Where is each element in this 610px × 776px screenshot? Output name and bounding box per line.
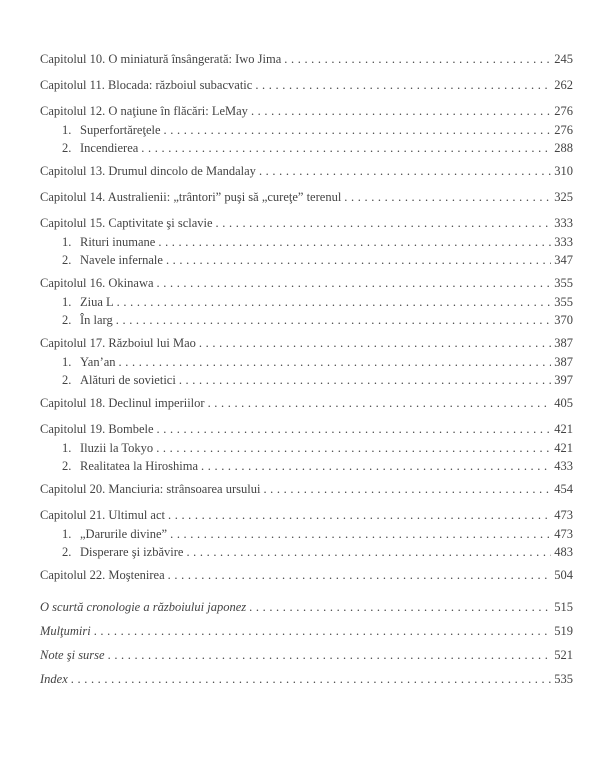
- toc-entry: [40, 354, 573, 370]
- toc-page-number: 535: [554, 672, 573, 686]
- toc-page-number: 245: [554, 52, 573, 66]
- toc-dot-leader: [119, 354, 551, 370]
- toc-dot-leader: [158, 234, 551, 250]
- toc-entry: [40, 163, 573, 179]
- toc-page-number: 347: [554, 253, 573, 267]
- toc-entry-label: În larg: [80, 313, 113, 327]
- toc-entry: [40, 481, 573, 497]
- toc-entry-label: Alături de sovietici: [80, 373, 176, 387]
- toc-entry-number: 2.: [62, 373, 72, 387]
- toc-entry-label: Disperare şi izbăvire: [80, 545, 184, 559]
- toc-dot-leader: [116, 312, 551, 328]
- toc-dot-leader: [284, 51, 551, 67]
- toc-entry: [40, 215, 573, 231]
- toc-page-number: 519: [554, 624, 573, 638]
- toc-entry-label: Capitolul 13. Drumul dincolo de Mandalay: [40, 164, 256, 178]
- toc-entry-number: 2.: [62, 459, 72, 473]
- toc-dot-leader: [255, 77, 551, 93]
- toc-entry-number: 1.: [62, 123, 72, 137]
- toc-page-number: 504: [554, 568, 573, 582]
- toc-entry-label: Index: [40, 672, 68, 686]
- toc-page-number: 433: [554, 459, 573, 473]
- toc-entry-number: 1.: [62, 355, 72, 369]
- toc-page-number: 276: [554, 104, 573, 118]
- toc-entry-label: O scurtă cronologie a războiului japonez: [40, 600, 247, 614]
- toc-page-number: 387: [554, 355, 573, 369]
- toc-page-number: 483: [554, 545, 573, 559]
- toc-page-number: 421: [554, 422, 573, 436]
- toc-dot-leader: [199, 335, 551, 351]
- toc-page-number: 355: [554, 276, 573, 290]
- toc-dot-leader: [141, 140, 551, 156]
- toc-entry-label: Navele infernale: [80, 253, 163, 267]
- toc-dot-leader: [251, 103, 551, 119]
- toc-entry-label: Capitolul 17. Războiul lui Mao: [40, 336, 196, 350]
- toc-entry: [40, 275, 573, 291]
- toc-page-number: 310: [554, 164, 573, 178]
- toc-entry-label: Capitolul 20. Manciuria: strânsoarea ursului: [40, 482, 261, 496]
- toc-dot-leader: [168, 507, 551, 523]
- toc-entry: [40, 252, 573, 268]
- toc-entry: [40, 440, 573, 456]
- toc-page-number: 262: [554, 78, 573, 92]
- toc-dot-leader: [259, 163, 551, 179]
- toc-entry-number: 1.: [62, 295, 72, 309]
- toc-dot-leader: [201, 458, 551, 474]
- toc-page-number: 370: [554, 313, 573, 327]
- toc-page-number: 515: [554, 600, 573, 614]
- toc-entry: [40, 312, 573, 328]
- toc-page-number: 387: [554, 336, 573, 350]
- toc-entry: [40, 507, 573, 523]
- toc-entry-label: Realitatea la Hiroshima: [80, 459, 199, 473]
- toc-entry-number: 1.: [62, 235, 72, 249]
- toc-entry: [40, 421, 573, 437]
- toc-entry: [40, 671, 573, 687]
- toc-entry-label: Capitolul 11. Blocada: războiul subacvatic: [40, 78, 253, 92]
- toc-entry: [40, 335, 573, 351]
- toc-entry: [40, 544, 573, 560]
- toc-entry-number: 1.: [62, 441, 72, 455]
- toc-dot-leader: [157, 275, 551, 291]
- toc-dot-leader: [179, 372, 551, 388]
- toc-entry-label: „Darurile divine”: [80, 527, 168, 541]
- toc-dot-leader: [208, 395, 551, 411]
- toc-entry-number: 2.: [62, 313, 72, 327]
- toc-dot-leader: [186, 544, 551, 560]
- toc-entry: [40, 103, 573, 119]
- toc-dot-leader: [117, 294, 551, 310]
- toc-entry: [40, 77, 573, 93]
- toc-entry-number: 2.: [62, 545, 72, 559]
- toc-page-number: 421: [554, 441, 573, 455]
- toc-page-number: 521: [554, 648, 573, 662]
- toc-entry-label: Superfortăreţele: [80, 123, 161, 137]
- toc-entry-label: Yan’an: [80, 355, 116, 369]
- toc-page-number: 454: [554, 482, 573, 496]
- toc-page-number: 355: [554, 295, 573, 309]
- toc-entry: [40, 526, 573, 542]
- toc-entry-label: Capitolul 18. Declinul imperiilor: [40, 396, 205, 410]
- toc-page-number: 325: [554, 190, 573, 204]
- toc-entry-label: Capitolul 22. Moştenirea: [40, 568, 165, 582]
- toc-dot-leader: [156, 440, 551, 456]
- toc-page-number: 288: [554, 141, 573, 155]
- toc-entry: [40, 458, 573, 474]
- toc-entry-label: Rituri inumane: [80, 235, 156, 249]
- toc-dot-leader: [157, 421, 551, 437]
- toc-entry-label: Capitolul 16. Okinawa: [40, 276, 154, 290]
- toc-entry-label: Incendierea: [80, 141, 139, 155]
- toc-page-number: 405: [554, 396, 573, 410]
- toc-dot-leader: [344, 189, 551, 205]
- toc-entry: [40, 294, 573, 310]
- toc-entry-label: Ziua L: [80, 295, 114, 309]
- toc-entry: [40, 647, 573, 663]
- toc-dot-leader: [168, 567, 551, 583]
- toc-dot-leader: [108, 647, 551, 663]
- toc-entry-label: Capitolul 15. Captivitate şi sclavie: [40, 216, 213, 230]
- toc-entry: [40, 567, 573, 583]
- toc-page-number: 276: [554, 123, 573, 137]
- toc-dot-leader: [249, 599, 551, 615]
- toc-entry-label: Capitolul 10. O miniatură însângerată: Iwo Jima: [40, 52, 282, 66]
- toc-entry: [40, 122, 573, 138]
- toc-list: [40, 51, 573, 687]
- toc-entry: [40, 599, 573, 615]
- toc-dot-leader: [94, 623, 551, 639]
- toc-page-number: 333: [554, 216, 573, 230]
- toc-page-number: 473: [554, 527, 573, 541]
- toc-entry: [40, 51, 573, 67]
- toc-entry: [40, 140, 573, 156]
- toc-dot-leader: [263, 481, 551, 497]
- toc-page-number: 473: [554, 508, 573, 522]
- toc-entry-label: Iluzii la Tokyo: [80, 441, 154, 455]
- toc-dot-leader: [71, 671, 551, 687]
- toc-entry-number: 1.: [62, 527, 72, 541]
- toc-dot-leader: [170, 526, 551, 542]
- toc-entry-number: 2.: [62, 253, 72, 267]
- toc-entry: [40, 189, 573, 205]
- toc-entry: [40, 395, 573, 411]
- toc-entry: [40, 623, 573, 639]
- toc-page-number: 333: [554, 235, 573, 249]
- toc-entry: [40, 372, 573, 388]
- toc-dot-leader: [216, 215, 551, 231]
- toc-entry-label: Capitolul 12. O naţiune în flăcări: LeMay: [40, 104, 248, 118]
- toc-entry-label: Capitolul 19. Bombele: [40, 422, 154, 436]
- toc-page-number: 397: [554, 373, 573, 387]
- toc-entry-label: Note şi surse: [40, 648, 105, 662]
- toc-entry-label: Capitolul 14. Australienii: „trântori” puşi să „cureţe” terenul: [40, 190, 342, 204]
- toc-entry-label: Mulţumiri: [40, 624, 91, 638]
- toc-entry-label: Capitolul 21. Ultimul act: [40, 508, 165, 522]
- toc-dot-leader: [164, 122, 551, 138]
- toc-dot-leader: [166, 252, 551, 268]
- toc-entry: [40, 234, 573, 250]
- toc-entry-number: 2.: [62, 141, 72, 155]
